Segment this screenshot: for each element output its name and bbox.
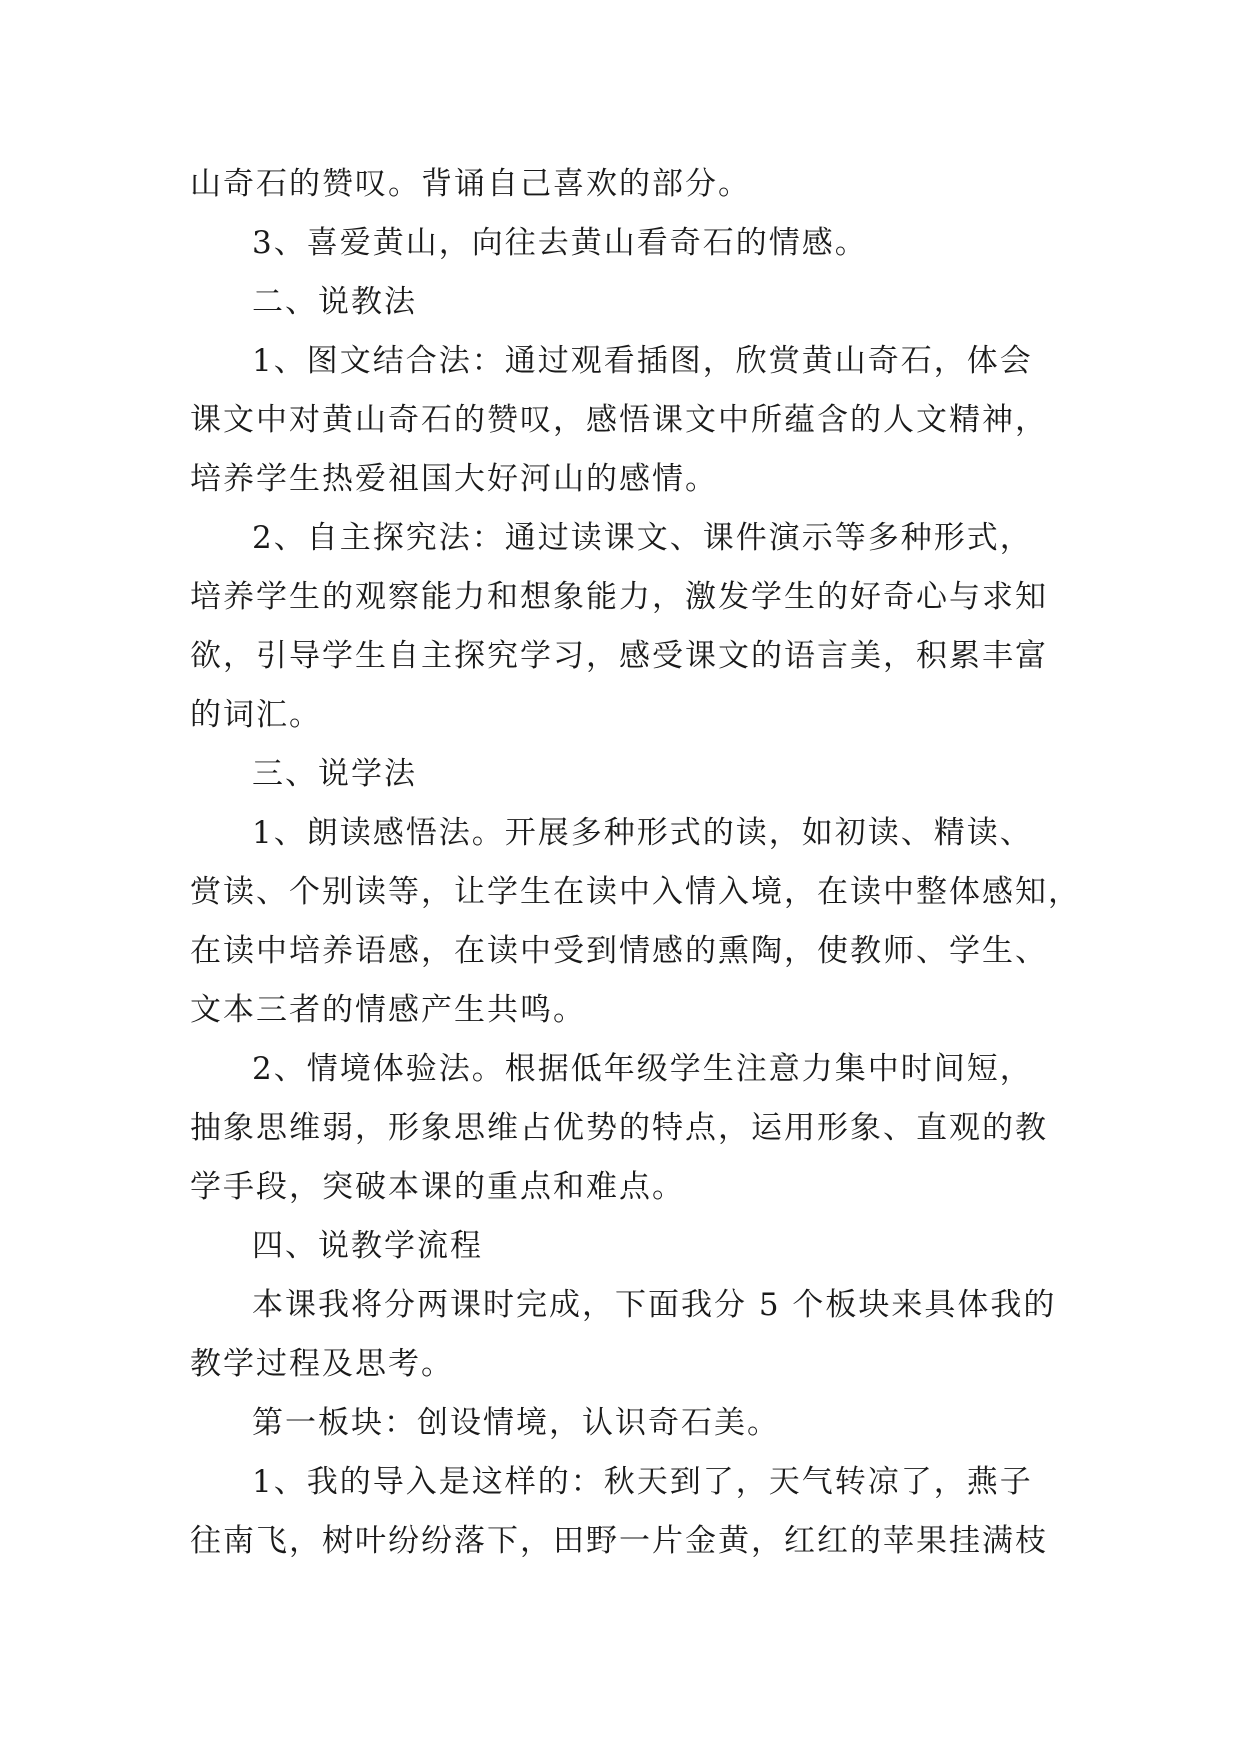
text-line: 抽象思维弱，形象思维占优势的特点，运用形象、直观的教 — [190, 1110, 1048, 1146]
section-heading: 三、说学法 — [252, 756, 417, 792]
text-line: 2、情境体验法。根据低年级学生注意力集中时间短， — [252, 1051, 1033, 1087]
text-line: 本课我将分两课时完成，下面我分 5 个板块来具体我的 — [252, 1287, 1057, 1323]
text-line: 在读中培养语感，在读中受到情感的熏陶，使教师、学生、 — [190, 933, 1048, 969]
section-heading: 四、说教学流程 — [252, 1228, 483, 1264]
text-line: 第一板块：创设情境，认识奇石美。 — [252, 1405, 780, 1441]
text-line: 1、图文结合法：通过观看插图，欣赏黄山奇石，体会 — [252, 343, 1033, 379]
document-body — [190, 155, 1081, 1571]
text-line: 的词汇。 — [190, 697, 322, 733]
text-line: 培养学生热爱祖国大好河山的感情。 — [190, 461, 718, 497]
text-line: 2、自主探究法：通过读课文、课件演示等多种形式， — [252, 520, 1033, 556]
text-line: 欲，引导学生自主探究学习，感受课文的语言美，积累丰富 — [190, 638, 1048, 674]
text-line: 赏读、个别读等，让学生在读中入情入境，在读中整体感知， — [190, 874, 1081, 910]
text-line: 培养学生的观察能力和想象能力，激发学生的好奇心与求知 — [190, 579, 1048, 615]
text-line: 课文中对黄山奇石的赞叹，感悟课文中所蕴含的人文精神， — [190, 402, 1048, 438]
text-line: 学手段，突破本课的重点和难点。 — [190, 1169, 685, 1205]
text-line: 3、喜爱黄山，向往去黄山看奇石的情感。 — [252, 225, 868, 261]
text-line: 教学过程及思考。 — [190, 1346, 454, 1382]
text-line: 1、我的导入是这样的：秋天到了，天气转凉了，燕子 — [252, 1464, 1033, 1500]
section-heading: 二、说教法 — [252, 284, 417, 320]
text-line: 1、朗读感悟法。开展多种形式的读，如初读、精读、 — [252, 815, 1033, 851]
text-line: 往南飞，树叶纷纷落下，田野一片金黄，红红的苹果挂满枝 — [190, 1523, 1048, 1559]
text-line: 文本三者的情感产生共鸣。 — [190, 992, 586, 1028]
text-line: 山奇石的赞叹。背诵自己喜欢的部分。 — [190, 166, 751, 202]
